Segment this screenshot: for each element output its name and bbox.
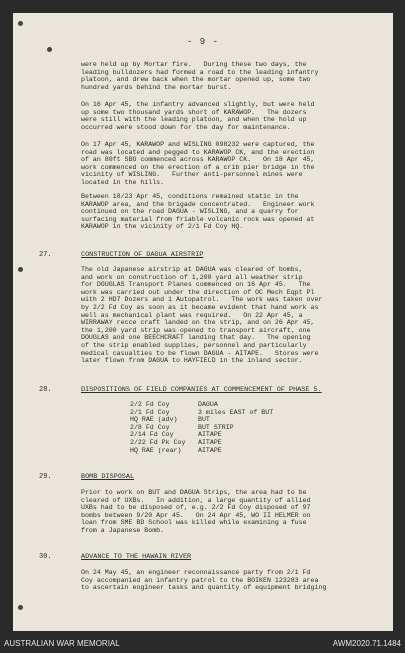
page-number: - 9 - (186, 37, 219, 47)
section-heading-29: BOMB DISPOSAL (81, 473, 135, 481)
section-body-29: Prior to work on BUT and DAGUA Strips, the area had to be cleared of UXBs. In addition, a large quantity of allied UXBs had to be disposed of, e.g. 2/2 Fd Coy disposed of 97 bombs between 9/20 Apr 45. On 24 Apr 45, WO II HELMER on loan from SME BD School was killed while examining a fuse from a Japanese Bomb. (81, 489, 311, 534)
paragraph-intro: were held up by Mortar fire. During these two days, the leading bulldozers had formed a road to the leading infantry platoon, and drew back when the mortar opened up, some two hundred yards behind the mortar burst. (81, 61, 319, 91)
archive-footer (0, 634, 405, 653)
table-row: HQ RAE (rear) AITAPE (130, 446, 222, 454)
section-body-30: On 24 May 45, an engineer reconnaissance party from 2/1 Fd Coy accompanied an infantry patrol to the BOIKEN 123283 area to ascertain engineer tasks and quantity of equipment bridging (81, 569, 327, 592)
section-body-27: The old Japanese airstrip at DAGUA was cleared of bombs, and work on construction of 1,200 yard all weather strip for DOUGLAS Transport Planes commenced on 16 Apr 45. The work was carried out under the direction of OC Mech Eqpt Pl with 2 HD7 Dozers and 1 Autopatrol. The work was taken over by 2/2 Fd Coy as soon as it became evident that hand work as well as mechanical plant was required. On 22 Apr 45, a WIRRAWAY recce craft landed on the strip, and on 26 Apr 45, the 1,200 yard strip was opened to transport aircraft, one DOUGLAS and one BEECHCRAFT landing that day. The opening of the strip enabled supplies, personnel and particularly medical casualties to be flown DAGUA - AITAPE. Stores were later flown from DAGUA to HAYFIELD in the inland sector. (81, 266, 323, 365)
paragraph-18-apr: Between 18/23 Apr 45, conditions remained static in the KARAWOP area, and the brigade concentrated. Engineer work continued on the road DAGUA - WISLING, and a quarry for surfacing material from friable volcanic rock was opened at KARAWOP in the vicinity of 2/1 Fd Coy HQ. (81, 193, 315, 231)
document-page (13, 13, 393, 631)
section-heading-27: CONSTRUCTION OF DAGUA AIRSTRIP (81, 251, 204, 259)
section-number-29: 29. (39, 473, 52, 481)
paragraph-16-apr: On 16 Apr 45, the infantry advanced slightly, but were held up some two thousand yards short of KARAWOP. The dozers were still with the leading platoon, and when the hold up occurred were stood down for the day for maintenance. (81, 101, 315, 131)
table-row: HQ RAE (adv) BUT (130, 416, 210, 424)
table-row: 2/2 Fd Coy DAGUA (130, 401, 218, 408)
footer-institution: AUSTRALIAN WAR MEMORIAL (4, 639, 120, 648)
table-row: 2/22 Fd Pk Coy AITAPE (130, 438, 222, 446)
dispositions-table (130, 401, 273, 454)
section-number-27: 27. (39, 251, 52, 259)
footer-accession-id: AWM2020.71.1484 (332, 639, 401, 648)
punch-hole (18, 605, 23, 610)
table-row: 2/1 Fd Coy 3 miles EAST of BUT (130, 408, 274, 416)
table-row: 2/8 Fd Coy BUT STRIP (130, 423, 234, 431)
section-heading-30: ADVANCE TO THE HAWAIN RIVER (81, 553, 192, 561)
table-row: 2/14 Fd Coy AITAPE (130, 431, 222, 439)
section-heading-28: DISPOSITIONS OF FIELD COMPANIES AT COMMENCEMENT OF PHASE 5. (81, 386, 322, 394)
section-number-28: 28. (39, 386, 52, 394)
section-number-30: 30. (39, 553, 52, 561)
punch-hole (18, 21, 23, 26)
punch-hole (18, 267, 23, 272)
paragraph-17-apr: On 17 Apr 45, KARAWOP and WISLING 098232 were captured, the road was located and pegged to KARAWOP CK, and the erection of an 80ft SBG commenced across KARAWOP CK. On 18 Apr 45, work commenced on the erection of a crib pier bridge in the vicinity of WISLING. Further anti-personnel mines were located in the hills. (81, 141, 315, 186)
punch-hole (47, 47, 52, 52)
